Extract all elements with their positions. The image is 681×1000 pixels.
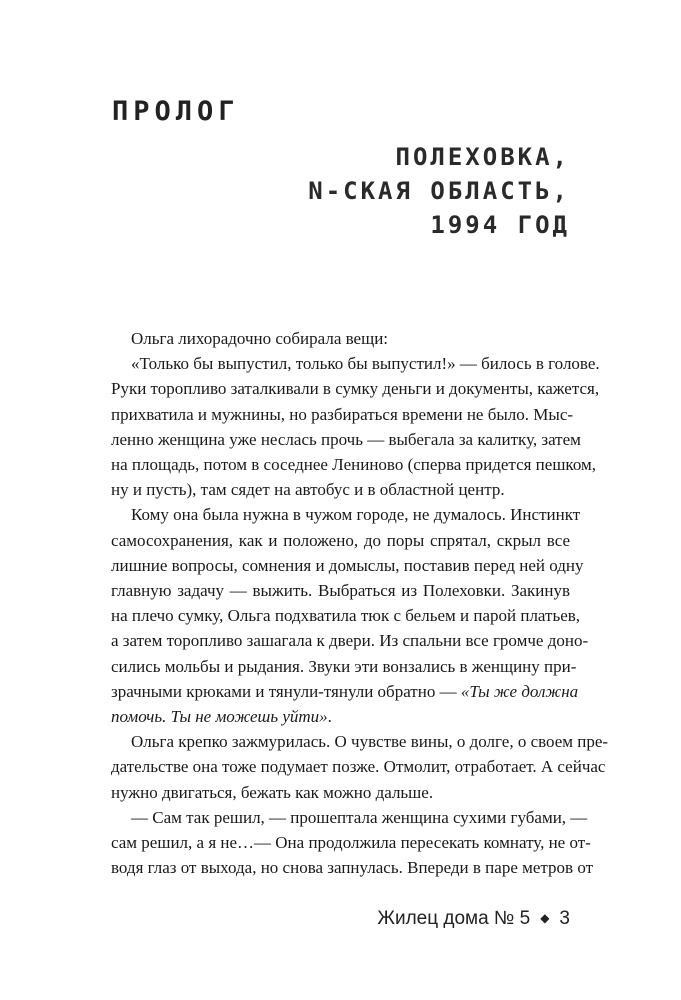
text-fragment: зрачными крюками и тянули-тянули обратно — (111, 681, 461, 701)
text-line: а затем торопливо зашагала к двери. Из спальни все громче доно- (111, 631, 589, 651)
text-line: водя глаз от выхода, но снова запнулась. Впереди в паре метров от (111, 858, 594, 878)
text-line: — Сам так решил, — прошептала женщина сухими губами, — (131, 807, 588, 827)
text-line: на площадь, потом в соседнее Лениново (сперва придется пешком, (111, 455, 596, 475)
text-fragment: . (327, 707, 332, 727)
text-line: самосохранения, как и положено, до поры спрятал, скрыл все (111, 530, 570, 550)
italic-quote: «Ты же должна (460, 681, 579, 701)
chapter-title: ПРОЛОГ (112, 96, 240, 127)
place-heading (308, 140, 570, 242)
diamond-separator-icon: ◆ (540, 911, 550, 925)
text-line-with-quote (111, 704, 570, 729)
book-title: Жилец дома № 5 (377, 908, 531, 929)
text-line: нужно двигаться, бежать как можно дальше. (111, 782, 434, 802)
text-line: сам решил, а я не…— Она продолжила пересекать комнату, не от- (111, 833, 591, 853)
text-line-with-quote (111, 679, 579, 704)
italic-quote: помочь. Ты не можешь уйти» (111, 707, 328, 727)
text-line: сились мольбы и рыдания. Звуки эти вонзались в женщину при- (111, 656, 577, 676)
body-text (111, 326, 609, 880)
text-line: прихватила и мужнины, но разбираться времени не было. Мыс- (111, 404, 574, 424)
place-line: 1994 ГОД (430, 211, 570, 239)
text-line: Кому она была нужна в чужом городе, не думалось. Инстинкт (131, 505, 581, 525)
running-footer (377, 908, 570, 930)
page-number: 3 (559, 908, 570, 929)
text-line: дательстве она тоже подумает позже. Отмолит, отработает. А сейчас (111, 757, 606, 777)
text-line: лишние вопросы, сомнения и домыслы, поставив перед ней одну (111, 555, 584, 575)
text-line: ну и пусть), там сядет на автобус и в областной центр. (111, 480, 505, 500)
text-line: на плечо сумку, Ольга подхватила тюк с бельем и парой платьев, (111, 606, 581, 626)
place-line: ПОЛЕХОВКА, (395, 143, 570, 171)
text-line: главную задачу — выжить. Выбраться из Полеховки. Закинув (111, 581, 570, 601)
text-line: ленно женщина уже неслась прочь — выбегала за калитку, затем (111, 429, 581, 449)
place-line: N-СКАЯ ОБЛАСТЬ, (308, 177, 570, 205)
text-line: «Только бы выпустил, только бы выпустил!» — билось в голове. (131, 354, 600, 374)
text-line: Руки торопливо заталкивали в сумку деньги и документы, кажется, (111, 379, 600, 399)
text-line: Ольга лихорадочно собирала вещи: (131, 329, 389, 348)
text-line: Ольга крепко зажмурилась. О чувстве вины, о долге, о своем пре- (131, 732, 609, 752)
